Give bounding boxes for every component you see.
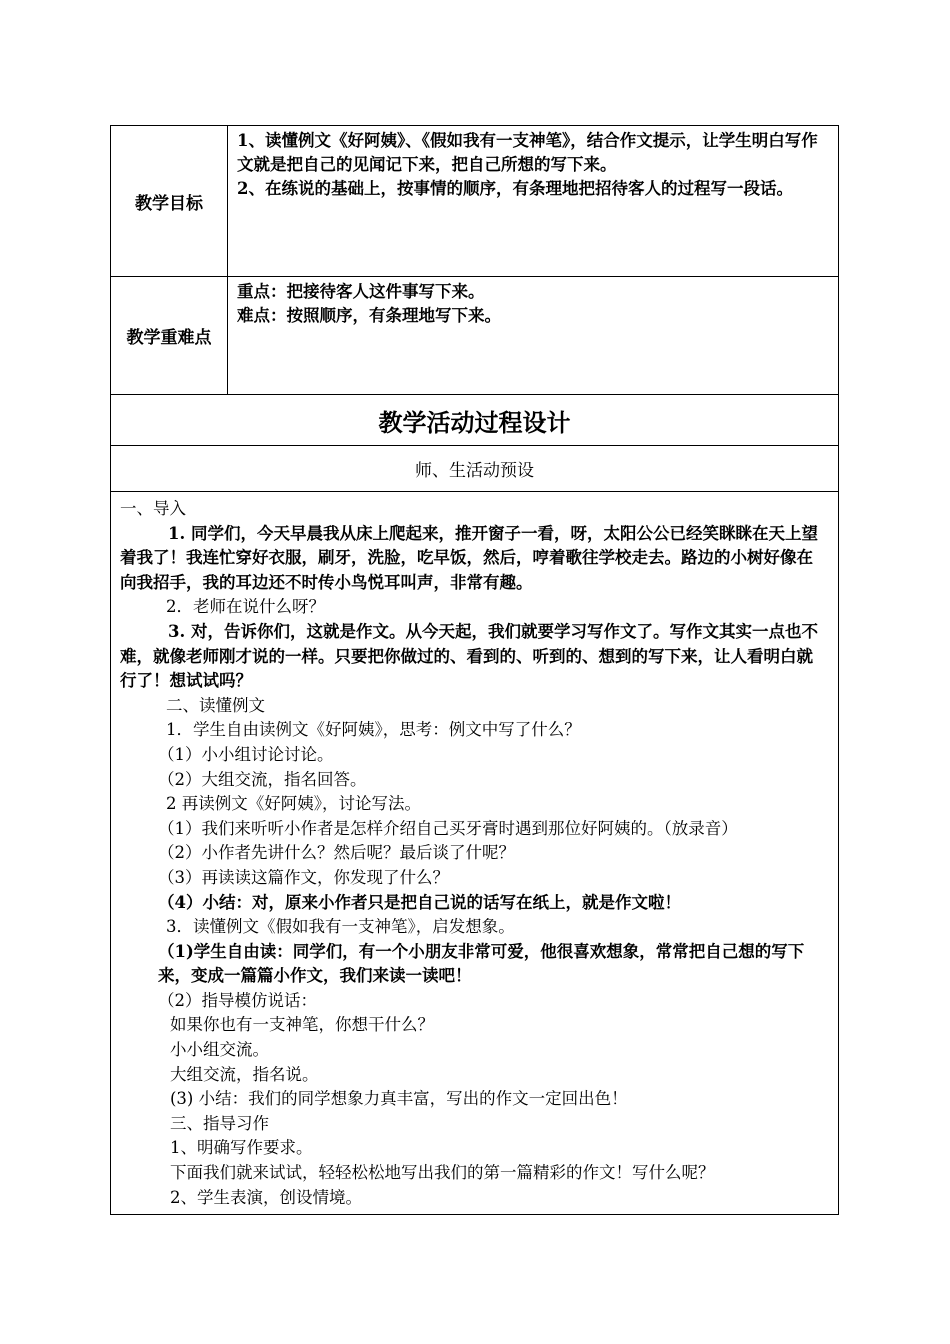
writing-step-2: 2、学生表演，创设情境。 <box>170 1187 362 1207</box>
read-step-2-sub-4: （4）小结：对，原来小作者只是把自己说的话写在纸上，就是作文啦！ <box>158 892 681 912</box>
goal-line-1: 1、读懂例文《好阿姨》、《假如我有一支神笔》，结合作文提示，让学生明白写作文就是把自己的见闻记下来，把自己所想的写下来。 <box>237 131 818 174</box>
writing-step-1: 1、明确写作要求。 <box>170 1138 313 1158</box>
activity-body <box>111 492 839 1215</box>
key-points-label: 教学重难点 <box>111 277 228 395</box>
read-step-2: 2 再读例文《好阿姨》，讨论写法。 <box>166 794 421 814</box>
teaching-goal-label: 教学目标 <box>111 126 228 277</box>
heading-guided-writing: 三、指导习作 <box>170 1113 269 1133</box>
read-step-3-sub-1: （1)学生自由读：同学们，有一个小朋友非常可爱，他很喜欢想象，常常把自己想的写下来，变成一篇篇小作文，我们来读一读吧！ <box>158 941 805 986</box>
heading-read-examples: 二、读懂例文 <box>166 695 265 715</box>
section-title-row <box>111 395 839 446</box>
read-step-2-sub-2: （2）小作者先讲什么？然后呢？最后谈了什呢？ <box>158 843 515 863</box>
teaching-goal-content <box>228 126 839 277</box>
read-step-3-summary: (3) 小结：我们的同学想象力真丰富，写出的作文一定回出色！ <box>170 1089 628 1109</box>
read-step-2-sub-3: （3）再读读这篇作文，你发现了什么？ <box>158 867 449 887</box>
teaching-goal-row <box>111 126 839 277</box>
key-line-1: 重点：把接待客人这件事写下来。 <box>237 282 485 301</box>
read-step-3-group: 小小组交流。 <box>170 1040 269 1060</box>
read-step-3-sub-2: （2）指导模仿说话： <box>158 990 317 1010</box>
section-title: 教学活动过程设计 <box>111 395 839 446</box>
writing-step-1-text: 下面我们就来试试，轻轻松松地写出我们的第一篇精彩的作文！写什么呢？ <box>170 1163 715 1183</box>
key-line-2: 难点：按照顺序，有条理地写下来。 <box>237 306 501 325</box>
read-step-1-sub-2: （2）大组交流，指名回答。 <box>158 769 367 789</box>
intro-paragraph-1: 1. 同学们，今天早晨我从床上爬起来，推开窗子一看，呀，太阳公公已经笑眯眯在天上望着我了！我连忙穿好衣服，刷牙，洗脸，吃早饭，然后，哼着歌往学校走去。路边的小树好像在向我招手，我的耳边还不时传小鸟悦耳叫声，非常有趣。 <box>120 523 818 592</box>
read-step-3-prompt: 如果你也有一支神笔，你想干什么？ <box>170 1015 434 1035</box>
key-points-row <box>111 277 839 395</box>
activity-body-row <box>111 492 839 1215</box>
read-step-3-class: 大组交流，指名说。 <box>170 1064 319 1084</box>
intro-paragraph-3: 3. 对，告诉你们，这就是作文。从今天起，我们就要学习写作文了。写作文其实一点也不难，就像老师刚才说的一样。只要把你做过的、看到的、听到的、想到的写下来，让人看明白就行了！想试试吗？ <box>120 621 818 691</box>
read-step-1-sub-1: （1）小小组讨论讨论。 <box>158 744 334 764</box>
read-step-3: 3．读懂例文《假如我有一支神笔》，启发想象。 <box>166 917 515 937</box>
section-subtitle: 师、生活动预设 <box>111 446 839 492</box>
section-subtitle-row <box>111 446 839 492</box>
key-points-content <box>228 277 839 395</box>
read-step-2-sub-1: （1）我们来听听小作者是怎样介绍自己买牙膏时遇到那位好阿姨的。（放录音） <box>158 818 738 838</box>
read-step-1: 1．学生自由读例文《好阿姨》，思考：例文中写了什么？ <box>166 720 581 740</box>
goal-line-2: 2、在练说的基础上，按事情的顺序，有条理地把招待客人的过程写一段话。 <box>237 179 793 198</box>
intro-paragraph-2: 2．老师在说什么呀？ <box>166 597 325 617</box>
heading-intro: 一、导入 <box>120 499 186 518</box>
lesson-plan-table <box>110 125 839 1215</box>
